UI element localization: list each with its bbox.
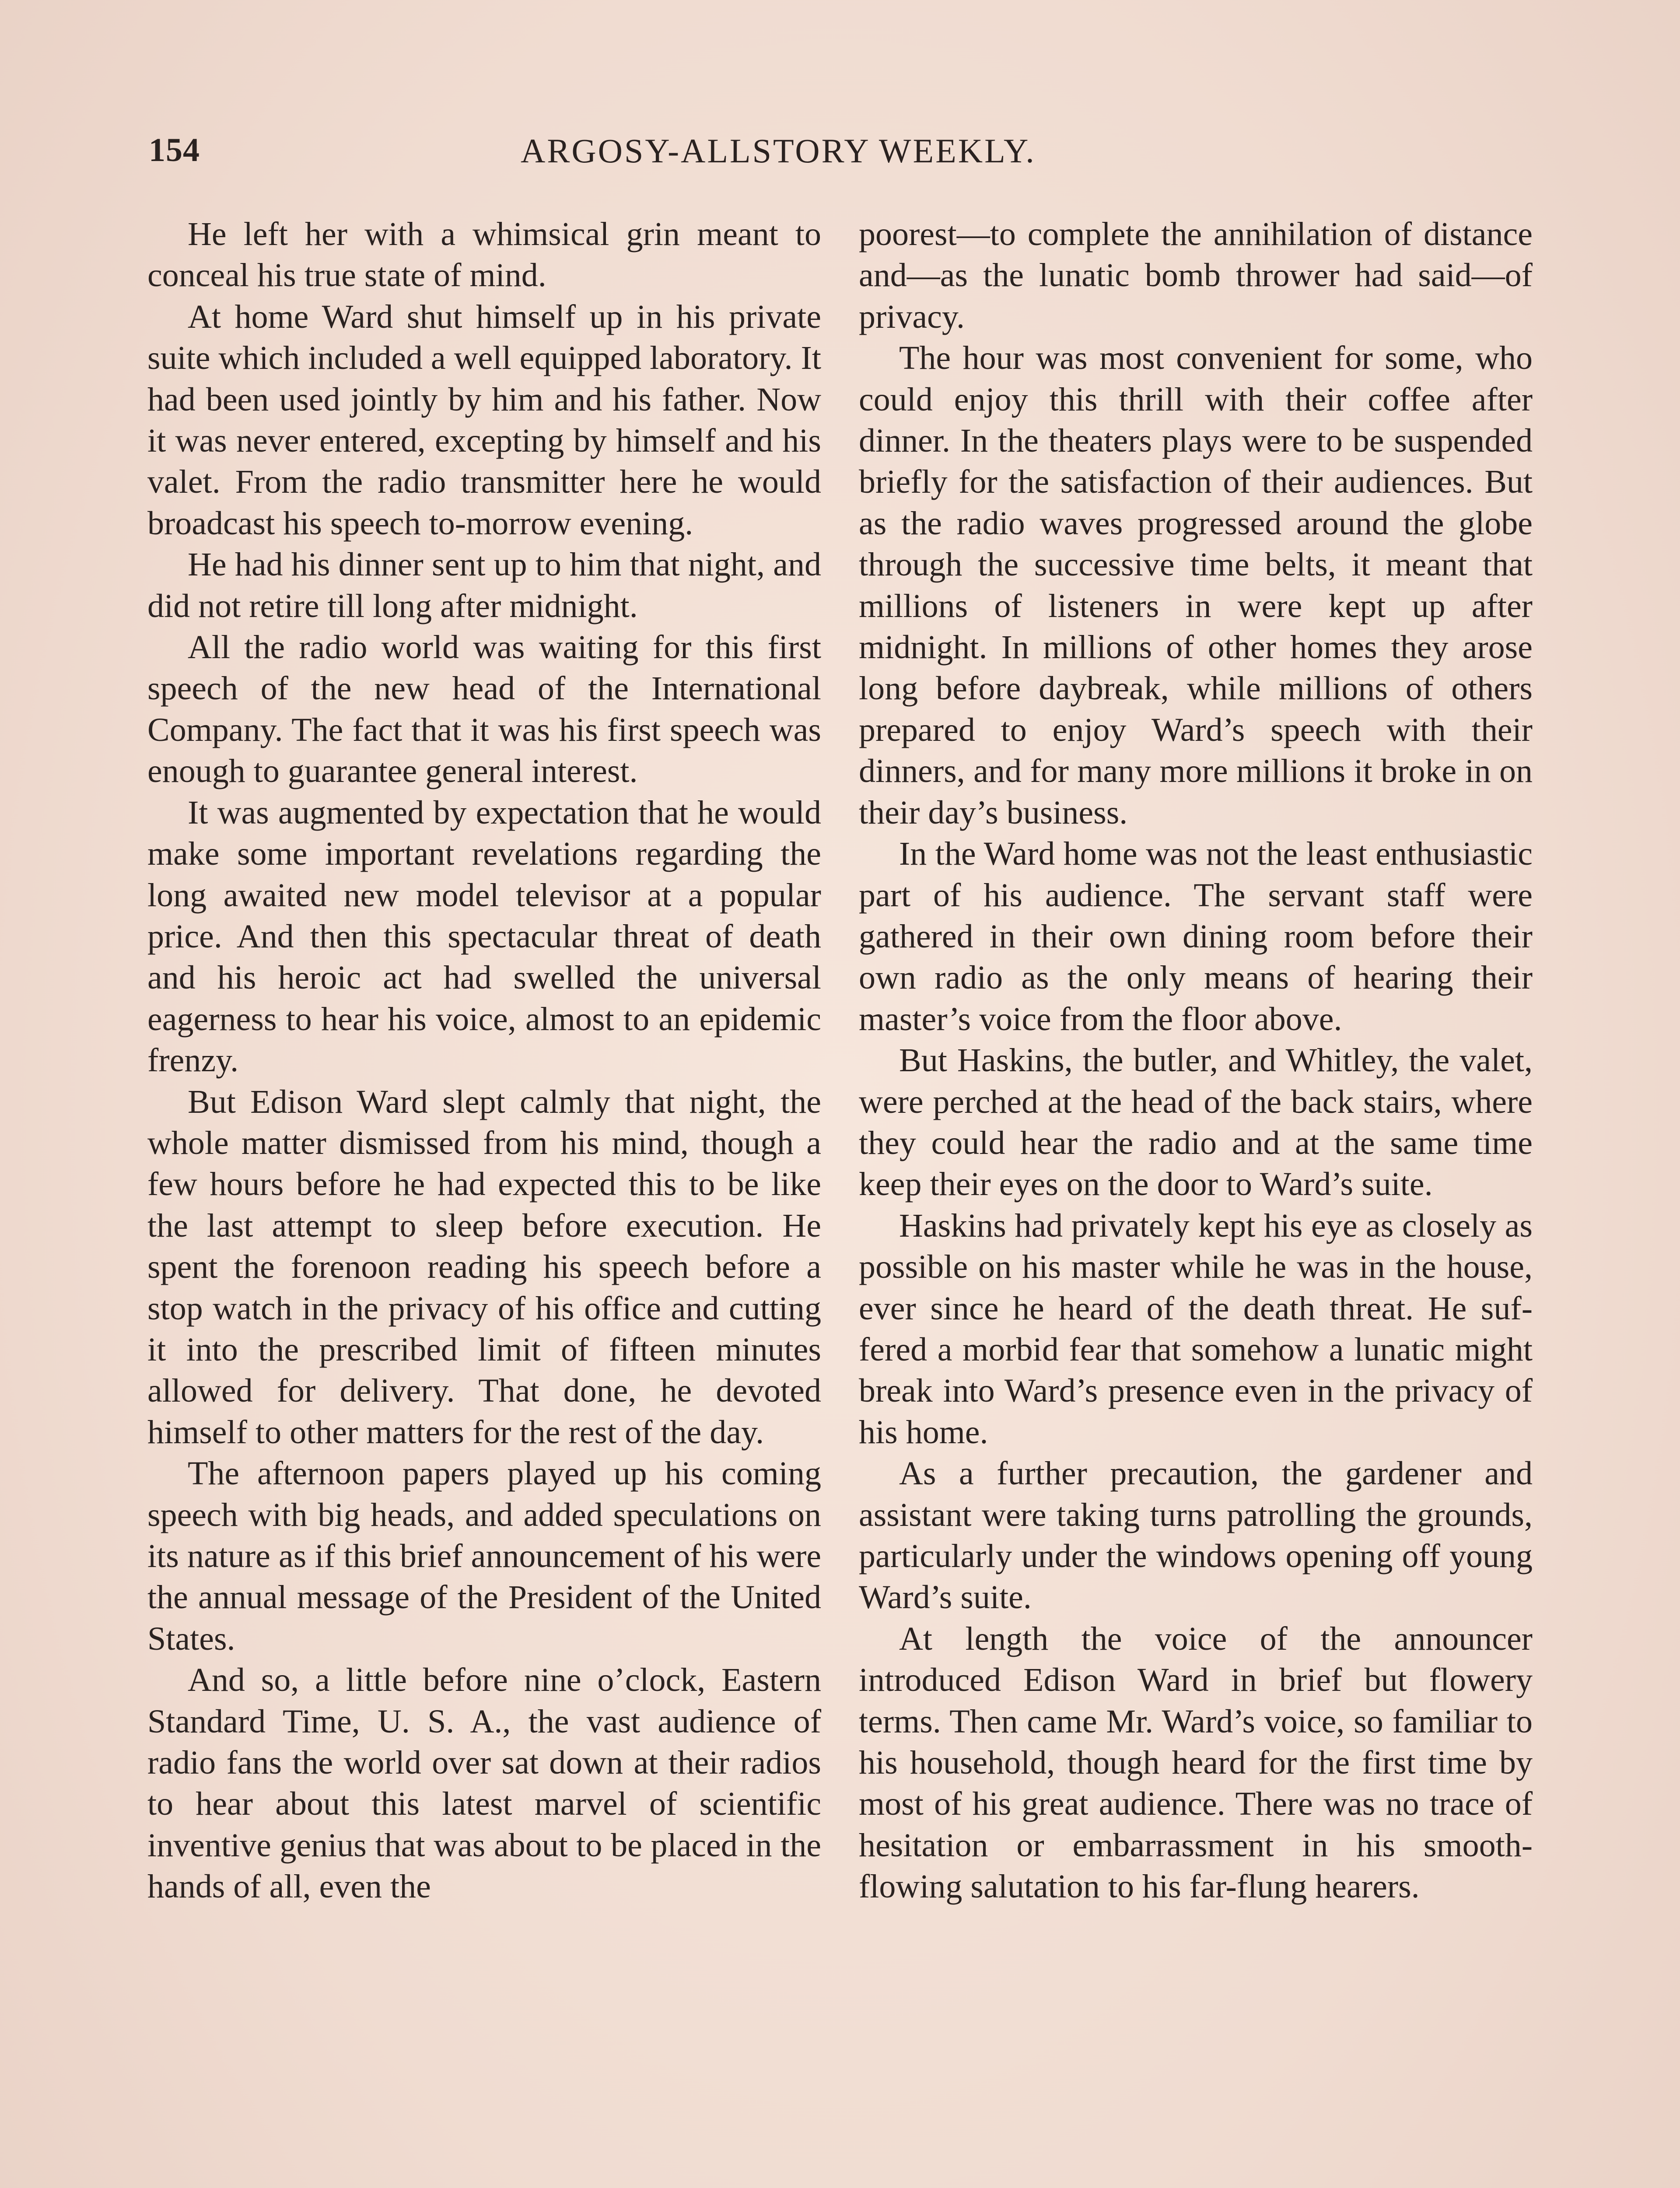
paragraph: Haskins had privately kept his eye as closely as possible on his master while he was in the house, ever since he heard of the death threat. He suffered a morbid fear that somehow a lunatic might break into Ward’s presence even in the privacy of his home.: [859, 1207, 1533, 1451]
right-column: [859, 214, 1533, 1907]
paragraph: He had his dinner sent up to him that night, and did not retire till long after midnight.: [147, 546, 821, 624]
paragraph: And so, a little before nine o’clock, Eastern Standard Time, U. S. A., the vast audience of radio fans the world over sat down at their radios to hear about this latest marvel of scientific inventive genius that was about to be placed in the hands of all, even the: [147, 1662, 821, 1905]
paragraph: He left her with a whimsical grin meant to conceal his true state of mind.: [147, 216, 821, 294]
paragraph: But Haskins, the butler, and Whitley, the valet, were perched at the head of the back stairs, where they could hear the radio and at the same time keep their eyes on the door to Ward’s suite.: [859, 1042, 1533, 1203]
page-number: 154: [149, 132, 200, 168]
paragraph: It was augmented by expectation that he would make some important revelations regarding the long awaited new model televisor at a popular price. And then this spectacular threat of death and his heroic act had swelled the universal eagerness to hear his voice, almost to an epidemic frenzy.: [147, 794, 821, 1079]
paragraph: All the radio world was waiting for this first speech of the new head of the International Company. The fact that it was his first speech was enough to guarantee general interest.: [147, 629, 821, 790]
left-column: [147, 214, 821, 1907]
paragraph: At home Ward shut himself up in his private suite which included a well equipped laboratory. It had been used jointly by him and his father. Now it was never entered, excepting by himself and his valet. From the radio transmitter here he would broadcast his speech to-morrow evening.: [147, 298, 821, 542]
paragraph: In the Ward home was not the least enthusiastic part of his audience. The servant staff were gathered in their own dining room before their own radio as the only means of hearing their master’s voice from the floor above.: [859, 835, 1533, 1038]
paragraph: As a further precaution, the gardener and assistant were taking turns patrolling the grounds, particularly under the windows opening off young Ward’s suite.: [859, 1455, 1533, 1616]
continued-paragraph: poorest—to complete the annihilation of distance and—as the lunatic bomb thrower had said—of privacy.: [859, 216, 1533, 335]
running-title: ARGOSY-ALLSTORY WEEKLY.: [521, 132, 1036, 170]
paragraph: But Edison Ward slept calmly that night, the whole matter dismissed from his mind, though a few hours before he had expected this to be like the last attempt to sleep before execution. He spent the forenoon reading his speech before a stop watch in the privacy of his office and cutting it into the prescribed limit of fifteen minutes allowed for delivery. That done, he devoted himself to other matters for the rest of the day.: [147, 1083, 821, 1451]
paragraph: At length the voice of the announcer introduced Edison Ward in brief but flowery terms. Then came Mr. Ward’s voice, so familiar to his household, though heard for the first time by most of his great audience. There was no trace of hesitation or embarrassment in his smooth-flowing salutation to his far-flung hearers.: [859, 1620, 1533, 1905]
paragraph: The hour was most convenient for some, who could enjoy this thrill with their coffee after dinner. In the theaters plays were to be suspended briefly for the satisfaction of their audiences. But as the radio waves progressed around the globe through the successive time belts, it meant that millions of listeners in were kept up after midnight. In millions of other homes they arose long before daybreak, while millions of others prepared to enjoy Ward’s speech with their dinners, and for many more millions it broke in on their day’s business.: [859, 340, 1533, 831]
paragraph: The afternoon papers played up his coming speech with big heads, and added speculations on its nature as if this brief announcement of his were the annual message of the President of the United States.: [147, 1455, 821, 1657]
